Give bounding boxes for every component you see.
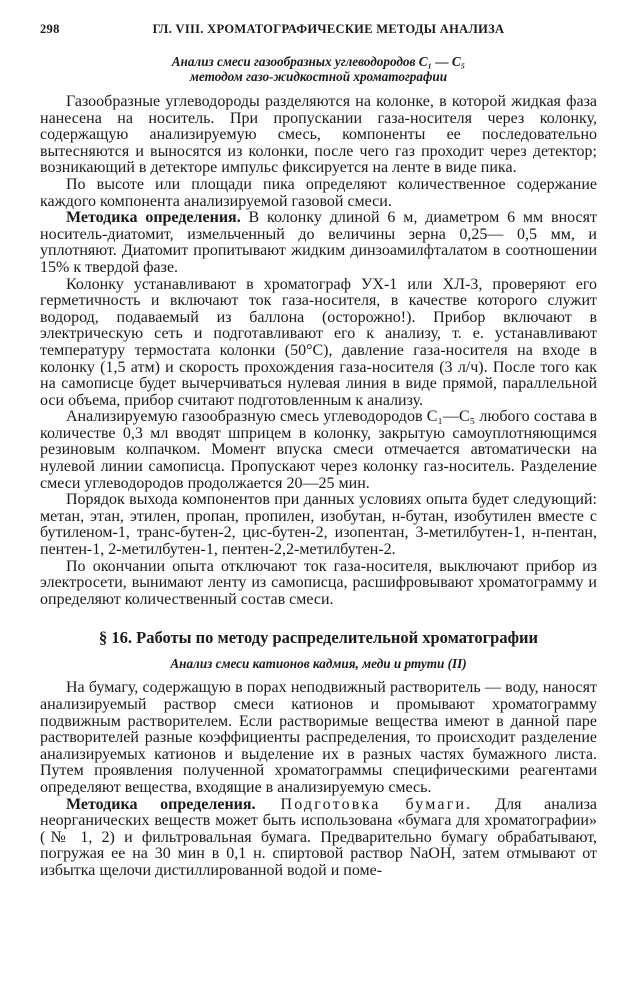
section-heading: § 16. Работы по методу распределительной хроматографии bbox=[98, 628, 539, 648]
subsection-title-line1: Анализ смеси газообразных углеводородов C₁ — C₅ bbox=[171, 54, 466, 69]
running-header bbox=[40, 22, 597, 44]
paragraph-chromatograph-setup: Колонку устанавливают в хроматограф УХ-1 или ХЛ-3, проверяют его герметичность и включают ток газа-носителя, в качестве которого служит водород, подаваемый из баллона (осторожно!). Прибор включают в электрическую сеть и подготавливают его к анализу, т. е. устанавливают температуру термостата колонки (50°C), давление газа-носителя на входе в колонку (1,5 атм) и скорость прохождения газа-носителя (3 л/ч). После того как на самописце будет вычерчиваться нулевая линия в виде прямой, параллельной оси объема, прибор считают подготовленным к анализу. bbox=[40, 275, 597, 409]
method-lead-2: Методика определения. bbox=[66, 795, 256, 813]
paragraph-sample-injection: Анализируемую газообразную смесь углеводородов C₁—C₅ любого состава в количестве 0,3 мл вводят шприцем в колонку, закрытую самоуплотняющимся резиновым колпачком. Момент впуска смеси отмечается автоматически на нулевой линии самописца. Пропускают через колонку газ-носитель. Разделение смеси углеводородов продолжается 20—25 мин. bbox=[40, 408, 597, 492]
paragraph-paper-chromatography: На бумагу, содержащую в порах неподвижный растворитель — воду, наносят анализируемый раствор смеси катионов и промывают хроматограмму подвижным растворителем. Если растворимые вещества имеют в данной паре растворителей разные коэффициенты распределения, то происходит разделение анализируемых катионов и выделение их в разных частях бумажного листа. Путем проявления полученной хроматограммы специфическими реагентами определяют вещества, входящие в анализируемую смесь. bbox=[40, 679, 597, 796]
paper-prep-text: Для анализа неорганических веществ может быть использована «бумага для хроматографии» (№ 1, 2) и фильтровальная бумага. Предварительно бумагу обрабатывают, погружая ее на 30 мин в 0,1 н. спиртовой раствор NaOH, затем отмывают от избытка щелочи дистиллированной водой и поме- bbox=[40, 795, 597, 879]
page-number: 298 bbox=[40, 22, 60, 36]
subsection-title-gas-analysis bbox=[40, 54, 597, 84]
subsection-title-line2: методом газо-жидкостной хроматографии bbox=[189, 69, 448, 84]
section-subtitle: Анализ смеси катионов кадмия, меди и ртути (II) bbox=[170, 656, 467, 672]
paragraph-elution-order: Порядок выхода компонентов при данных условиях опыта будет следующий: метан, этан, этилен, пропан, пропилен, изобутан, н-бутан, изобутилен вместе с бутиленом-1, транс-бутен-2, цис-бутен-2, изопентан, 3-метилбутен-1, н-пентан, пентен-1, 2-метилбутен-1, пентен-2,2-метилбутен-2. bbox=[40, 491, 597, 559]
method-text: В колонку длиной 6 м, диаметром 6 мм вносят носитель-диатомит, измельченный до величины зерна 0,25— 0,5 мм, и уплотняют. Диатомит пропитывают жидким динзоамилфталатом в соотношении 15% к твердой фазе. bbox=[40, 209, 597, 276]
paragraph-quantification: По высоте или площади пика определяют количественное содержание каждого компонента анализируемой газовой смеси. bbox=[40, 175, 597, 210]
method-lead: Методика определения. bbox=[66, 209, 241, 227]
paragraph-principle: Газообразные углеводороды разделяются на колонке, в которой жидкая фаза нанесена на носитель. При пропускании газа-носителя через колонку, содержащую анализируемую смесь, компоненты ее последовательно вытесняются и выносятся из колонки, после чего газ проходит через детектор; возникающий в детекторе импульс фиксируется на ленте в виде пика. bbox=[40, 93, 597, 177]
chapter-title: ГЛ. VIII. ХРОМАТОГРАФИЧЕСКИЕ МЕТОДЫ АНАЛИЗА bbox=[152, 22, 505, 36]
paragraph-paper-preparation bbox=[40, 797, 597, 880]
paragraph-method-column bbox=[40, 210, 597, 276]
paper-prep-spaced: Подготовка бумаги. bbox=[255, 795, 473, 813]
paragraph-finish: По окончании опыта отключают ток газа-носителя, выключают прибор из электросети, вынимают ленту из самописца, расшифровывают хроматограмму и определяют количественный состав смеси. bbox=[40, 557, 597, 608]
